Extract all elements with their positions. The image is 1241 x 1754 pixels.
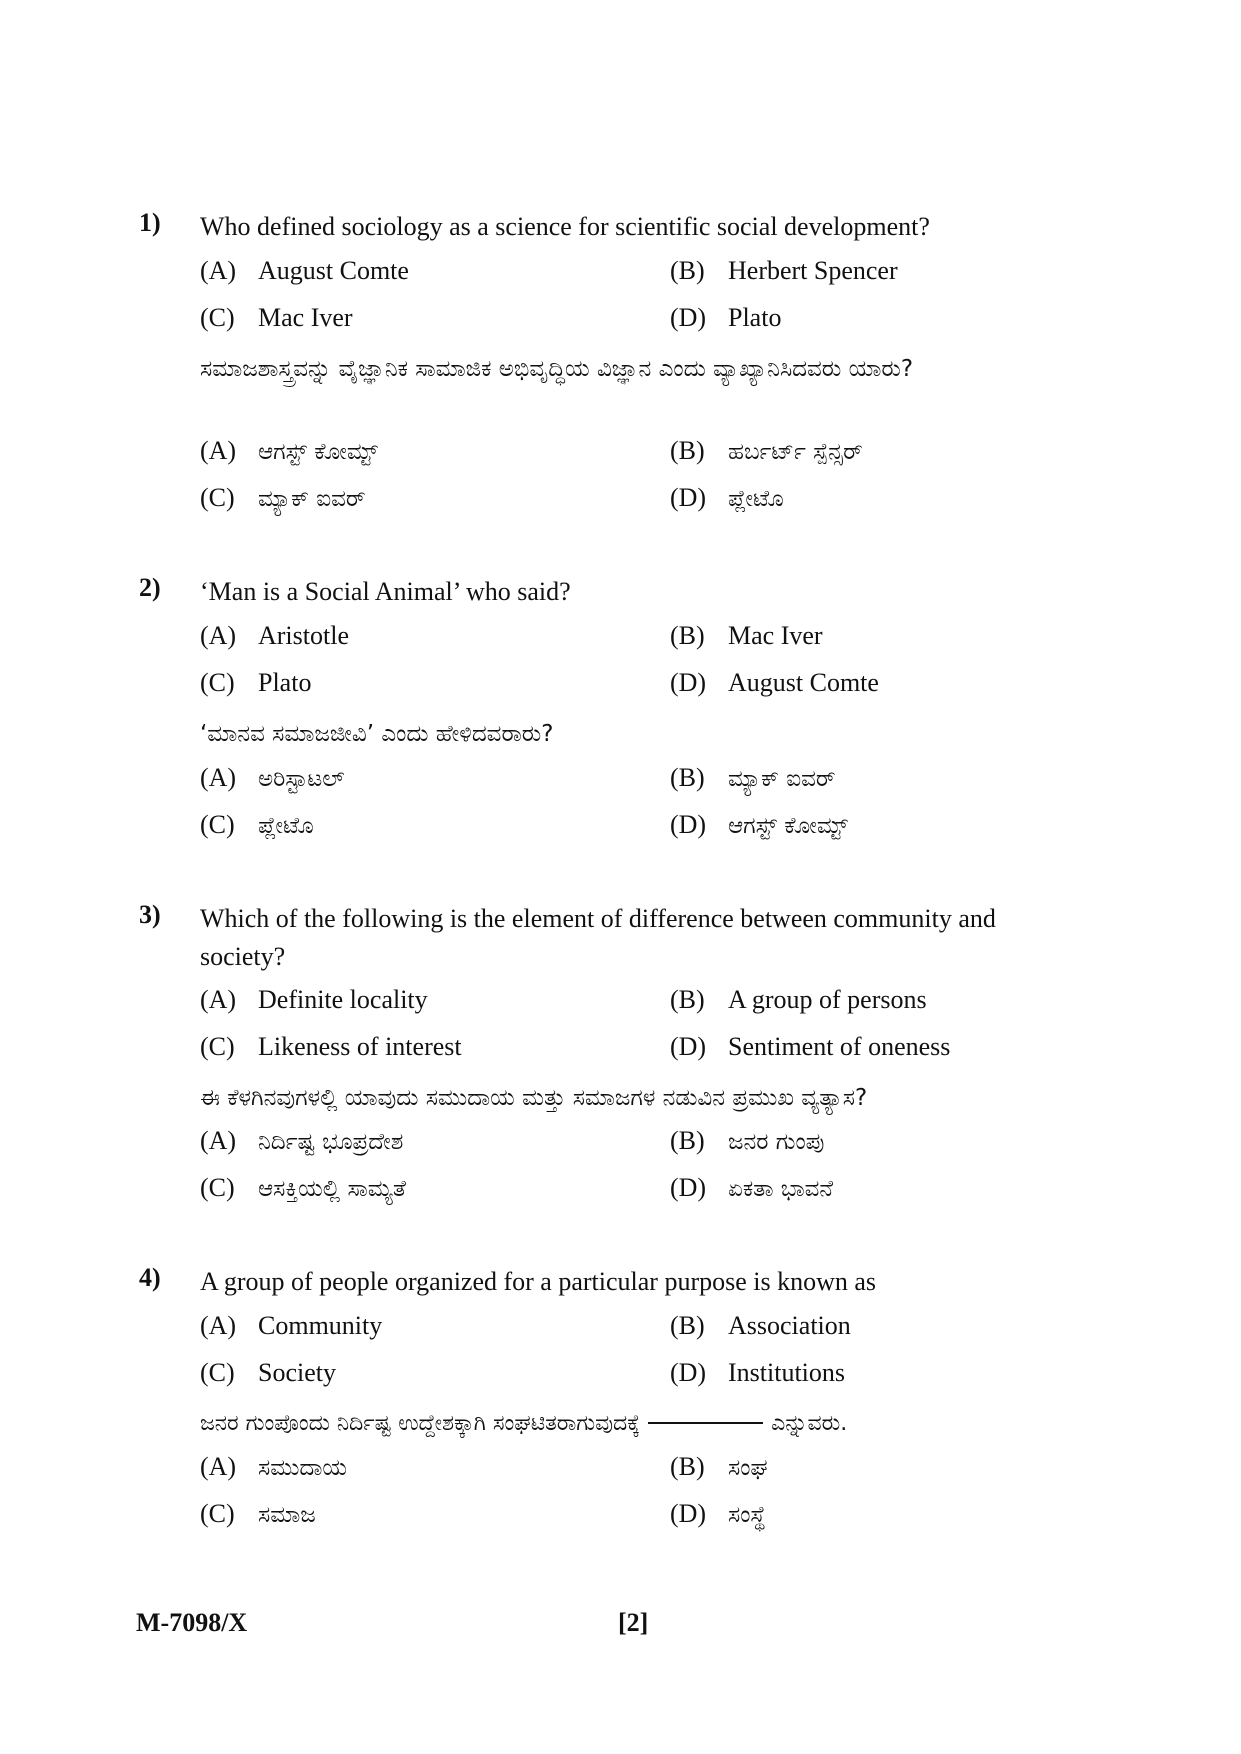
option-text: Mac Iver <box>728 621 823 650</box>
option-b-kn <box>670 436 863 466</box>
option-c-en <box>200 303 353 333</box>
option-text: ನಿರ್ದಿಷ್ಟ ಭೂಪ್ರದೇಶ <box>258 1129 404 1155</box>
option-label: (A) <box>200 1126 237 1155</box>
option-label: (B) <box>670 985 705 1014</box>
option-label: (A) <box>200 985 237 1014</box>
option-a-kn <box>200 763 345 793</box>
option-label: (D) <box>670 1032 707 1061</box>
option-c-kn <box>200 810 314 840</box>
option-label: (B) <box>670 436 705 465</box>
option-d-kn <box>670 810 848 840</box>
question-text-en: A group of people organized for a particular purpose is known as <box>200 1267 877 1296</box>
option-label: (C) <box>200 1499 235 1528</box>
option-label: (B) <box>670 1126 705 1155</box>
option-text: Definite locality <box>258 985 428 1014</box>
option-label: (C) <box>200 303 235 332</box>
option-c-en <box>200 1032 462 1062</box>
option-label: (A) <box>200 1311 237 1340</box>
option-label: (A) <box>200 256 237 285</box>
question-text-en: Which of the following is the element of difference between community and society? <box>200 904 996 971</box>
option-b-en <box>670 1311 851 1341</box>
option-d-en <box>670 303 781 333</box>
option-d-kn <box>670 483 784 513</box>
option-text: ಸಮುದಾಯ <box>258 1455 348 1481</box>
option-a-kn <box>200 1452 347 1482</box>
option-label: (D) <box>670 1499 707 1528</box>
option-text: ಪ್ಲೇಟೊ <box>728 486 784 512</box>
option-label: (D) <box>670 303 707 332</box>
option-text: Association <box>728 1311 851 1340</box>
option-a-en <box>200 1311 382 1341</box>
question-text-kn-after: ಎನ್ನುವರು. <box>771 1411 848 1436</box>
option-text: ಅರಿಸ್ಟಾಟಲ್ <box>258 766 345 792</box>
option-text: ಸಂಘ <box>728 1455 768 1481</box>
option-label: (B) <box>670 1452 705 1481</box>
option-d-kn <box>670 1173 833 1203</box>
option-label: (C) <box>200 1358 235 1387</box>
option-text: ಏಕತಾ ಭಾವನೆ <box>728 1176 834 1202</box>
question-text-kn: ಸಮಾಜಶಾಸ್ತ್ರವನ್ನು ವೈಜ್ಞಾನಿಕ ಸಾಮಾಜಿಕ ಅಭಿವೃದ್ಧಿಯ ವಿಜ್ಞಾನ ಎಂದು ವ್ಯಾಖ್ಯಾನಿಸಿದವರು ಯಾರು? <box>200 356 914 382</box>
option-label: (A) <box>200 436 237 465</box>
option-text: Likeness of interest <box>258 1032 462 1061</box>
option-label: (D) <box>670 1173 707 1202</box>
option-label: (D) <box>670 668 707 697</box>
option-text: ಪ್ಲೇಟೊ <box>258 813 314 839</box>
option-text: August Comte <box>258 256 409 285</box>
option-text: Mac Iver <box>258 303 353 332</box>
option-label: (B) <box>670 621 705 650</box>
option-text: ಸಮಾಜ <box>258 1502 316 1528</box>
option-label: (C) <box>200 1032 235 1061</box>
option-text: Aristotle <box>258 621 349 650</box>
option-text: Society <box>258 1358 336 1387</box>
option-a-kn <box>200 436 378 466</box>
option-text: August Comte <box>728 668 879 697</box>
question-number: 4) <box>139 1263 161 1292</box>
option-text: Plato <box>258 668 312 697</box>
paper-code: M-7098/X <box>136 1608 248 1637</box>
question-text-en: ‘Man is a Social Animal’ who said? <box>200 577 571 606</box>
option-text: Sentiment of oneness <box>728 1032 951 1061</box>
option-label: (A) <box>200 763 237 792</box>
option-a-en <box>200 985 428 1015</box>
question-number: 2) <box>139 573 161 602</box>
option-c-kn <box>200 1499 316 1529</box>
option-b-en <box>670 256 898 286</box>
option-d-kn <box>670 1499 766 1529</box>
option-label: (D) <box>670 810 707 839</box>
option-text: Institutions <box>728 1358 846 1387</box>
question-text-en: Who defined sociology as a science for scientific social development? <box>200 212 930 241</box>
option-d-en <box>670 1032 950 1062</box>
option-label: (C) <box>200 483 235 512</box>
option-label: (C) <box>200 1173 235 1202</box>
option-text: Plato <box>728 303 782 332</box>
question-text-kn: ‘ಮಾನವ ಸಮಾಜಜೀವಿ’ ಎಂದು ಹೇಳಿದವರಾರು? <box>200 721 554 747</box>
option-c-kn <box>200 1173 406 1203</box>
option-label: (B) <box>670 763 705 792</box>
option-text: A group of persons <box>728 985 927 1014</box>
option-text: Community <box>258 1311 383 1340</box>
answer-blank <box>648 1422 763 1424</box>
question-text-kn: ಈ ಕೆಳಗಿನವುಗಳಲ್ಲಿ ಯಾವುದು ಸಮುದಾಯ ಮತ್ತು ಸಮಾಜಗಳ ನಡುವಿನ ಪ್ರಮುಖ ವ್ಯತ್ಯಾಸ? <box>200 1085 868 1111</box>
option-label: (A) <box>200 621 237 650</box>
option-text: ಜನರ ಗುಂಪು <box>728 1129 825 1155</box>
option-b-kn <box>670 763 836 793</box>
option-b-kn <box>670 1126 824 1156</box>
option-label: (C) <box>200 668 235 697</box>
option-a-kn <box>200 1126 403 1156</box>
question-text-kn-before: ಜನರ ಗುಂಪೊಂದು ನಿರ್ದಿಷ್ಟ ಉದ್ದೇಶಕ್ಕಾಗಿ ಸಂಘಟಿತರಾಗುವುದಕ್ಕೆ <box>200 1411 641 1436</box>
question-number: 1) <box>139 208 161 237</box>
option-text: ಮ್ಯಾಕ್ ಐವರ್ <box>728 766 836 792</box>
option-a-en <box>200 621 349 651</box>
option-c-en <box>200 668 311 698</box>
option-d-en <box>670 1358 845 1388</box>
option-label: (D) <box>670 1358 707 1387</box>
option-a-en <box>200 256 409 286</box>
option-text: ಮ್ಯಾಕ್ ಐವರ್ <box>258 486 366 512</box>
option-c-kn <box>200 483 366 513</box>
option-text: ಸಂಸ್ಥೆ <box>728 1502 766 1528</box>
option-label: (B) <box>670 1311 705 1340</box>
option-b-en <box>670 985 927 1015</box>
option-b-en <box>670 621 823 651</box>
option-text: ಆಗಸ್ಟ್ ಕೋಮ್ಟ್ <box>258 439 378 465</box>
option-c-en <box>200 1358 336 1388</box>
page-number: [2] <box>618 1608 649 1637</box>
option-b-kn <box>670 1452 768 1482</box>
option-text: ಆಗಸ್ಟ್ ಕೋಮ್ಟ್ <box>728 813 848 839</box>
question-number: 3) <box>139 900 161 929</box>
option-d-en <box>670 668 879 698</box>
option-text: ಆಸಕ್ತಿಯಲ್ಲಿ ಸಾಮ್ಯತೆ <box>258 1176 406 1202</box>
option-text: ಹರ್ಬರ್ಟ್ ಸ್ಪೆನ್ಸರ್ <box>728 439 863 465</box>
option-label: (A) <box>200 1452 237 1481</box>
option-text: Herbert Spencer <box>728 256 898 285</box>
question-text-kn <box>200 1405 1100 1443</box>
option-label: (D) <box>670 483 707 512</box>
option-label: (C) <box>200 810 235 839</box>
option-label: (B) <box>670 256 705 285</box>
